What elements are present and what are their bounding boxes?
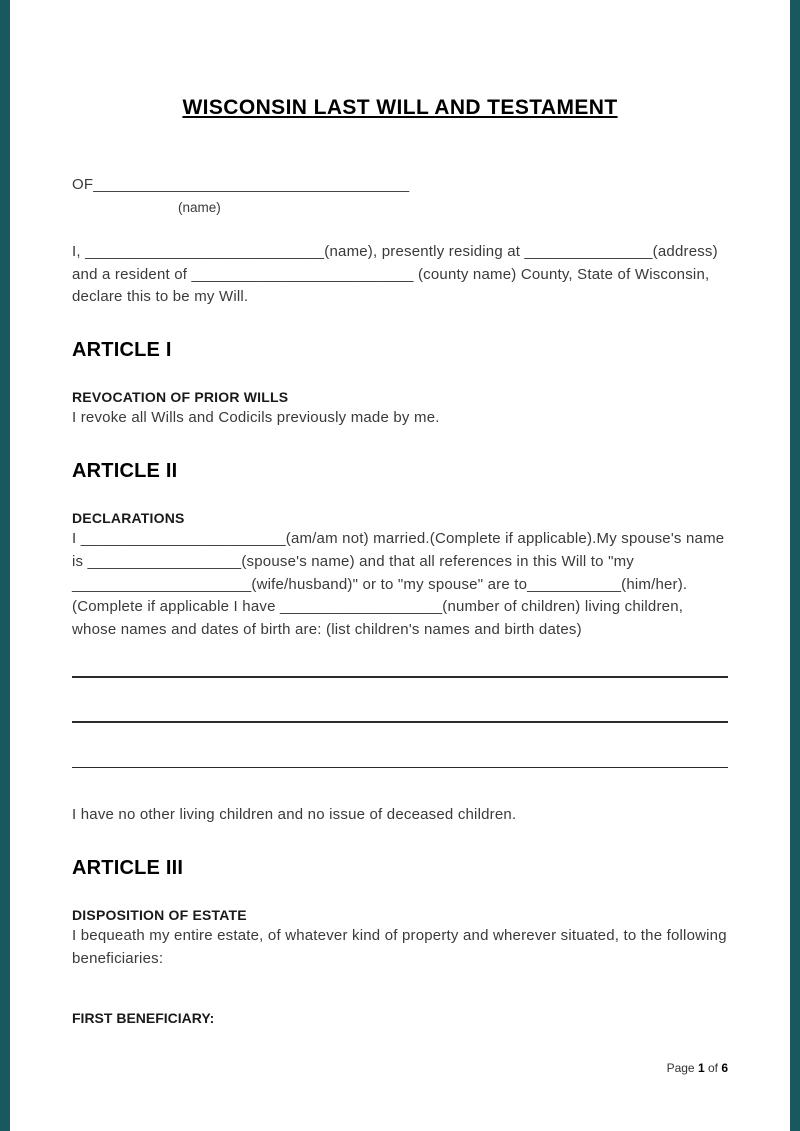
footer-prefix: Page	[666, 1061, 698, 1075]
footer-total-pages: 6	[721, 1061, 728, 1075]
article-3-subheading: DISPOSITION OF ESTATE	[72, 906, 247, 923]
article-2-subheading: DECLARATIONS	[72, 509, 185, 526]
of-name-caption: (name)	[178, 199, 221, 215]
document-content	[72, 0, 728, 1131]
document-title: WISCONSIN LAST WILL AND TESTAMENT	[182, 96, 618, 119]
article-1-body: I revoke all Wills and Codicils previously made by me.	[72, 409, 440, 427]
children-fill-in-line-3	[72, 767, 728, 768]
intro-paragraph: I, ____________________________(name), presently residing at _______________(address) and a resident of __________________________ (county name) County, State of Wisconsin, declare this to be my Will.	[72, 242, 718, 306]
children-fill-in-line-1	[72, 676, 728, 678]
article-2-heading: ARTICLE II	[72, 459, 178, 482]
footer-page-number: 1	[697, 1061, 705, 1075]
right-accent-border	[790, 0, 800, 1131]
article-1-subheading: REVOCATION OF PRIOR WILLS	[72, 389, 289, 406]
children-fill-in-line-2	[72, 721, 728, 723]
first-beneficiary-label: FIRST BENEFICIARY:	[72, 1010, 215, 1027]
left-accent-border	[0, 0, 10, 1131]
article-3-heading: ARTICLE III	[72, 856, 184, 879]
article-3-body: I bequeath my entire estate, of whatever kind of property and wherever situated, to the following beneficiaries:	[72, 926, 727, 967]
article-2-body: I ________________________(am/am not) married.(Complete if applicable).My spouse's name is __________________(spouse's name) and that all references in this Will to "my _____________________(wife/husband)" or to "my spouse" are to___________(him/her).(Complete if applicable I have ___________________(number of children) living children, whose names and dates of birth are: (list children's names and birth dates)	[72, 529, 725, 639]
no-other-children-note: I have no other living children and no issue of deceased children.	[72, 805, 517, 823]
of-name-line: OF_____________________________________	[72, 176, 410, 193]
page-number-footer	[667, 1061, 728, 1075]
footer-separator: of	[704, 1061, 722, 1075]
article-1-heading: ARTICLE I	[72, 339, 172, 362]
